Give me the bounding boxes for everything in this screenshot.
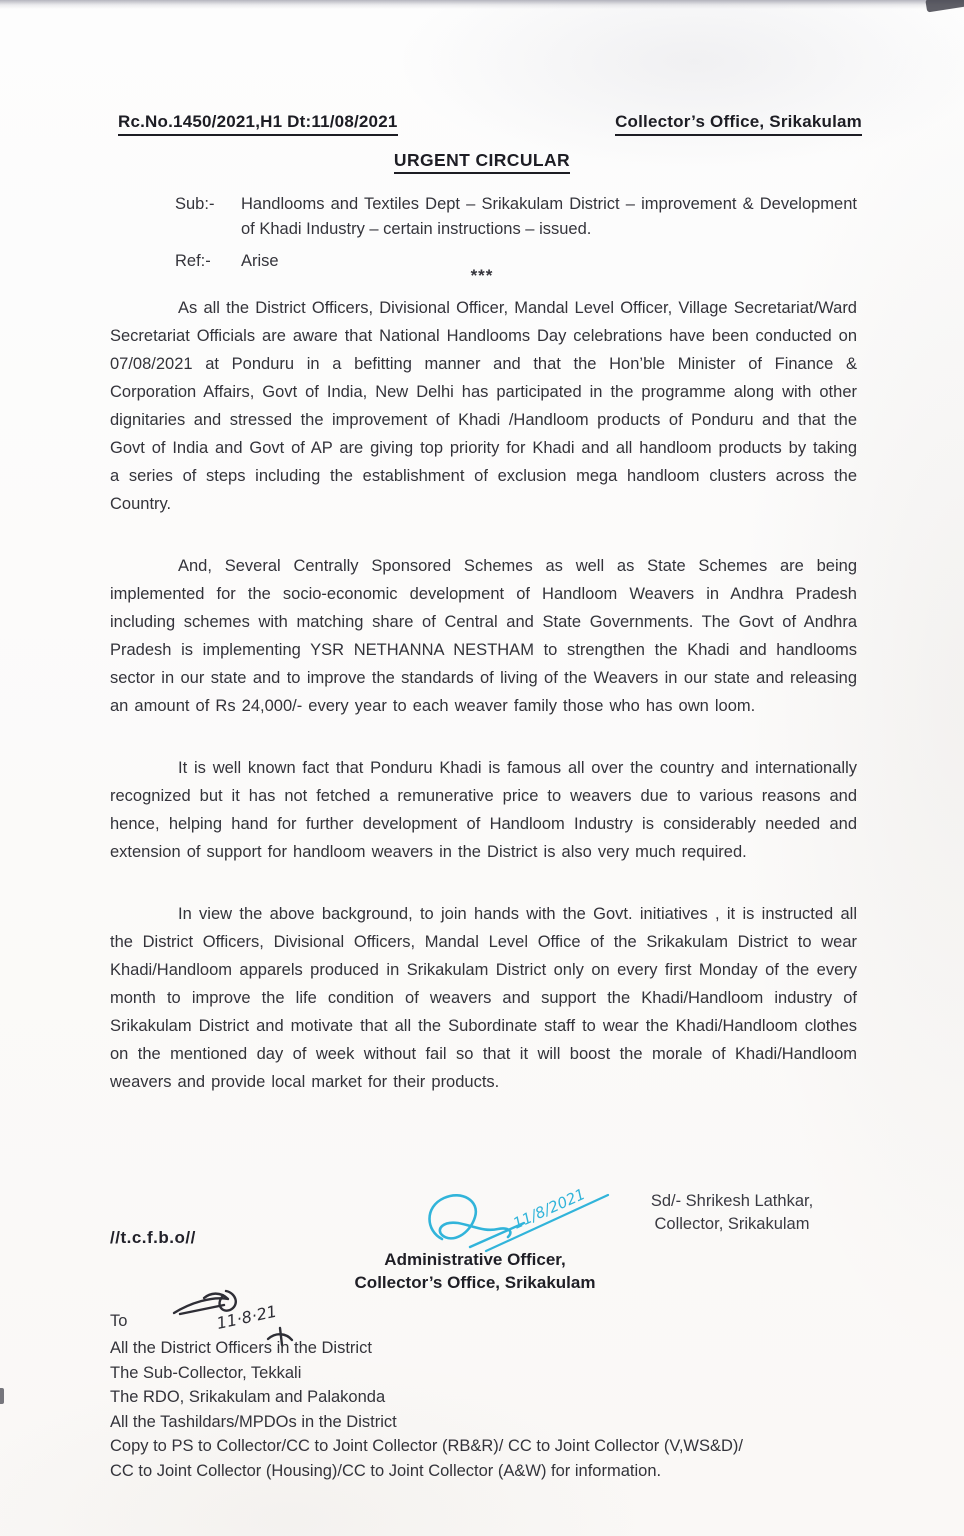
- administrative-officer-block: [335, 1248, 615, 1294]
- scan-edge-speck: [0, 1388, 4, 1404]
- separator-stars: ***: [470, 266, 494, 285]
- copy-line: Copy to PS to Collector/CC to Joint Collector (RB&R)/ CC to Joint Collector (V,WS&D)/: [110, 1437, 744, 1455]
- document-body: [110, 294, 857, 1130]
- reference-text: Arise: [241, 252, 279, 270]
- sd-designation: Collector, Srikakulam: [654, 1215, 810, 1233]
- paragraph-3: It is well known fact that Ponduru Khadi is famous all over the country and internationally recognized but it has not fetched a remunerative price to weavers due to various reasons and hence, helping hand for further development of Handloom Industry is considerably needed and extension of support for handloom weavers in the District is also very much required.: [110, 759, 857, 861]
- to-label: To: [110, 1312, 128, 1330]
- ao-designation-line1: Administrative Officer,: [384, 1250, 566, 1269]
- office-name: Collector’s Office, Srikakulam: [615, 112, 862, 136]
- subject-row: [175, 192, 857, 242]
- reference-number: Rc.No.1450/2021,H1 Dt:11/08/2021: [118, 112, 398, 136]
- recipient-line: The RDO, Srikakulam and Palakonda: [110, 1388, 386, 1406]
- paragraph-4: In view the above background, to join hands with the Govt. initiatives , it is instructed all the District Officers, Divisional Officers, Mandal Level Office of the Srikakulam District to wear Khadi/Handloom apparels produced in Srikakulam District only on every first Monday of the every month to improve the life condition of weavers and support the Khadi/Handloom industry of Srikakulam District and motivate that all the Subordinate staff to wear the Khadi/Handloom clothes on the mentioned day of week without fail so that it will boost the morale of Khadi/Handloom weavers and provide local market for their products.: [110, 905, 857, 1091]
- document-title: URGENT CIRCULAR: [394, 150, 570, 174]
- reference-label: Ref:-: [175, 252, 211, 270]
- sd-name: Sd/- Shrikesh Lathkar,: [650, 1192, 814, 1210]
- signed-by-block: [632, 1190, 832, 1236]
- subject-text: Handlooms and Textiles Dept – Srikakulam District – improvement & Development of Khadi Industry – certain instructions – issued.: [241, 195, 857, 238]
- handwritten-date: 11·8·21: [214, 1301, 279, 1333]
- distribution-list: [110, 1336, 870, 1483]
- title-row: [0, 150, 964, 174]
- scan-corner-artifact: [925, 0, 964, 13]
- tcfbo-mark: //t.c.f.b.o//: [110, 1228, 196, 1247]
- subject-label: Sub:-: [175, 195, 215, 213]
- copy-line: CC to Joint Collector (Housing)/CC to Joint Collector (A&W) for information.: [110, 1461, 662, 1480]
- ao-designation-line2: Collector’s Office, Srikakulam: [354, 1273, 596, 1292]
- document-header: [118, 112, 862, 136]
- paragraph-2: And, Several Centrally Sponsored Schemes as well as State Schemes are being implemented for the socio-economic development of Handloom Weavers in Andhra Pradesh including schemes with matching share of Central and State Governments. The Govt of Andhra Pradesh is implementing YSR NETHANNA NESTHAM to strengthen the Khadi and handlooms sector in our state and to improve the standards of living of the Weavers in our state and releasing an amount of Rs 24,000/- every year to each weaver family those who has own loom.: [110, 557, 857, 715]
- recipient-line: All the District Officers in the District: [110, 1339, 372, 1357]
- paragraph-1: As all the District Officers, Divisional Officer, Mandal Level Officer, Village Secretariat/Ward Secretariat Officials are aware that National Handlooms Day celebrations have been conducted on 07/08/2021 at Ponduru in a befitting manner and that the Hon’ble Minister of Finance & Corporation Affairs, Govt of India, New Delhi has participated in the programme along with other dignitaries and stressed the improvement of Khadi /Handloom products of Ponduru and that the Govt of India and Govt of AP are giving top priority for Khadi and all handloom products by taking a series of steps including the establishment of exclusion mega handloom clusters across the Country.: [110, 299, 857, 513]
- signature-date-ink: 11/8/2021: [510, 1185, 588, 1233]
- scan-edge-artifact: [0, 0, 964, 9]
- recipient-line: All the Tashildars/MPDOs in the District: [110, 1412, 397, 1431]
- recipient-line: The Sub-Collector, Tekkali: [110, 1363, 302, 1382]
